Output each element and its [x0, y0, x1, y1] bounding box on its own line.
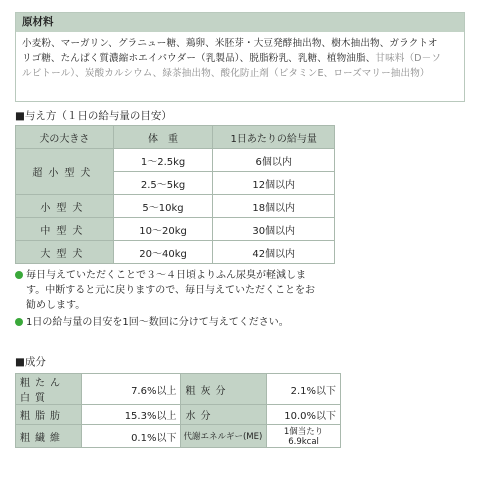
nutrient-label: 水分	[181, 405, 267, 425]
size-large: 大型犬	[16, 241, 114, 264]
nutrient-value: 0.1%以下	[81, 425, 181, 448]
feeding-notes	[15, 268, 365, 330]
nutrient-value: 10.0%以下	[267, 405, 341, 425]
note-1-line-1: 毎日与えていただくことで３～４日頃よりふん尿臭が軽減しま	[26, 270, 306, 281]
amount-cell: 18個以内	[213, 195, 335, 218]
header-weight: 体 重	[113, 126, 213, 149]
amount-cell: 30個以内	[213, 218, 335, 241]
feeding-title: ■与え方（１日の給与量の目安）	[15, 110, 172, 122]
ingredients-line-1: 小麦粉、マーガリン、グラニュー糖、鶏卵、米胚芽・大豆発酵抽出物、樹木抽出物、ガラクトオ	[22, 38, 438, 49]
note-1	[15, 268, 365, 313]
feeding-table	[15, 125, 335, 264]
nutrient-value: 7.6%以上	[81, 374, 181, 405]
nutrient-label: 代謝エネルギー(ME)	[181, 425, 267, 448]
size-medium: 中型犬	[16, 218, 114, 241]
feeding-header-row	[16, 126, 335, 149]
size-toy: 超小型犬	[16, 149, 114, 195]
header-size: 犬の大きさ	[16, 126, 114, 149]
note-1-line-2: す。中断すると元に戻りますので、毎日与えていただくことをお	[26, 285, 315, 296]
nutrient-label: 粗たん白質	[16, 374, 82, 405]
weight-cell: 2.5～5kg	[113, 172, 213, 195]
amount-cell: 6個以内	[213, 149, 335, 172]
ingredients-line-3: ルビトール）、炭酸カルシウム、緑茶抽出物、酸化防止剤（ビタミンE、ローズマリー抽出物）	[22, 68, 430, 79]
bullet-icon	[15, 318, 23, 326]
nutrient-label: 粗繊維	[16, 425, 82, 448]
bullet-icon	[15, 271, 23, 279]
nutrient-value: 15.3%以上	[81, 405, 181, 425]
weight-cell: 10～20kg	[113, 218, 213, 241]
table-row	[16, 405, 341, 425]
amount-cell: 42個以内	[213, 241, 335, 264]
composition-title: ■成分	[15, 356, 46, 368]
ingredients-text	[16, 32, 464, 81]
ingredients-heading: 原材料	[16, 13, 464, 32]
table-row	[16, 425, 341, 448]
size-small: 小型犬	[16, 195, 114, 218]
ingredients-box	[15, 12, 465, 102]
nutrient-value: 1個当たり 6.9kcal	[267, 425, 341, 448]
note-1-line-3: 勧めします。	[26, 300, 86, 311]
composition-table	[15, 373, 341, 448]
header-amount: 1日あたりの給与量	[213, 126, 335, 149]
table-row	[16, 241, 335, 264]
weight-cell: 1～2.5kg	[113, 149, 213, 172]
note-2	[15, 315, 365, 330]
table-row	[16, 218, 335, 241]
table-row	[16, 149, 335, 172]
table-row	[16, 374, 341, 405]
nutrient-value: 2.1%以下	[267, 374, 341, 405]
nutrient-label: 粗脂肪	[16, 405, 82, 425]
weight-cell: 5～10kg	[113, 195, 213, 218]
note-2-text: 1日の給与量の目安を1回～数回に分けて与えてください。	[26, 317, 289, 328]
ingredients-line-2	[22, 51, 458, 66]
weight-cell: 20～40kg	[113, 241, 213, 264]
amount-cell: 12個以内	[213, 172, 335, 195]
table-row	[16, 195, 335, 218]
ingredients-line-2-gray: 甘味料（D－ソ	[375, 53, 442, 64]
ingredients-line-2-main: リゴ糖、たんぱく質濃縮ホエイパウダー（乳製品）、脱脂粉乳、乳糖、植物油脂、	[22, 53, 376, 64]
nutrient-label: 粗灰分	[181, 374, 267, 405]
